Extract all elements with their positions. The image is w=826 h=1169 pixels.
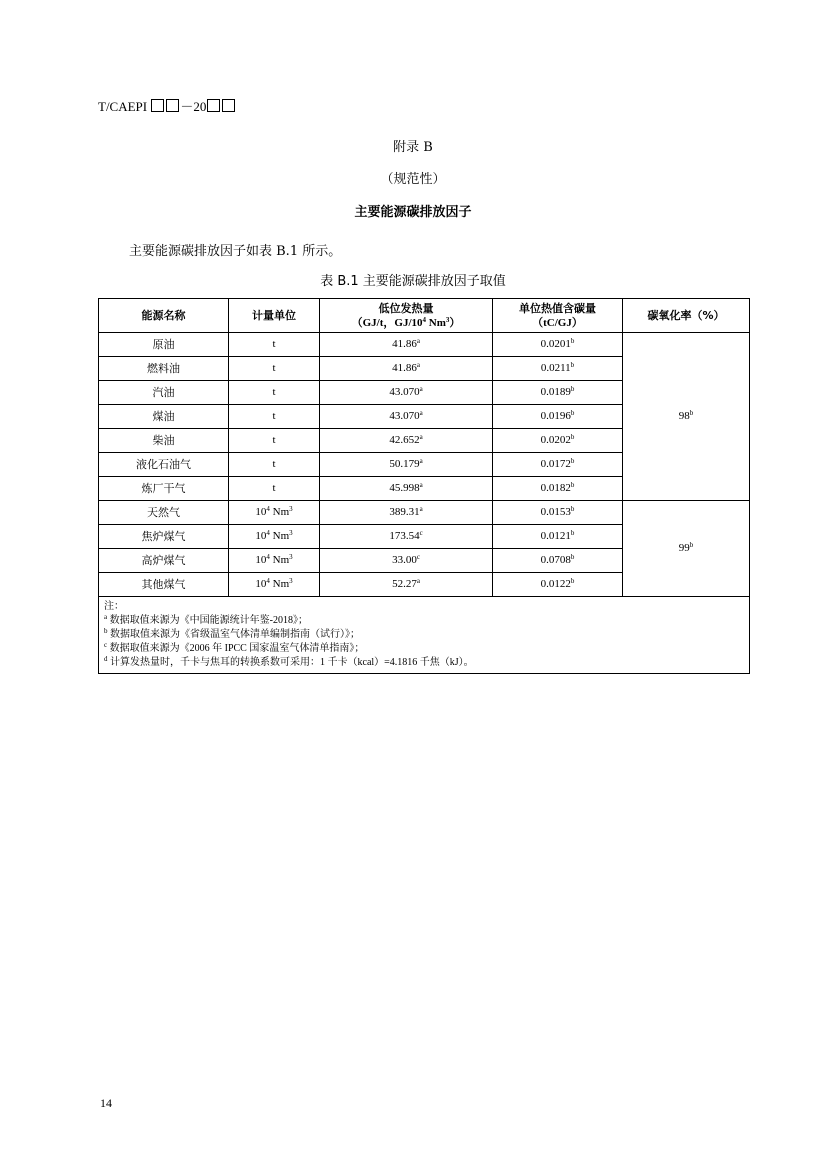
header-calorific-unit: （GJ/t，$GJ/10^4$ Nm$^3$） xyxy=(351,315,461,329)
cell-heat: 43.070$^a$ xyxy=(320,381,493,405)
note-item: $^b$ 数据取值来源为《省级温室气体清单编制指南（试行）》； xyxy=(104,627,360,640)
table-row xyxy=(99,501,750,525)
header-calorific xyxy=(320,299,493,333)
placeholder-box-icon xyxy=(222,99,235,112)
cell-name: 其他煤气 xyxy=(99,573,229,597)
cell-heat: 173.54$^c$ xyxy=(320,525,493,549)
emission-factor-table xyxy=(98,298,750,674)
header-carbon-unit: （tC/GJ） xyxy=(532,316,583,329)
cell-unit: $10^4$ Nm$^3$ xyxy=(229,525,320,549)
cell-heat: 389.31$^a$ xyxy=(320,501,493,525)
intro-paragraph: 主要能源碳排放因子如表 B.1 所示。 xyxy=(129,244,342,259)
cell-name: 燃料油 xyxy=(99,357,229,381)
placeholder-box-icon xyxy=(166,99,179,112)
note-item: $^a$ 数据取值来源为《中国能源统计年鉴-2018》； xyxy=(104,613,308,626)
cell-unit: t xyxy=(229,477,320,501)
cell-unit: t xyxy=(229,333,320,357)
cell-carbon: 0.0201$^b$ xyxy=(493,333,623,357)
cell-heat: 42.652$^a$ xyxy=(320,429,493,453)
table-notes-row xyxy=(99,597,750,674)
cell-unit: t xyxy=(229,357,320,381)
appendix-nature: （规范性） xyxy=(380,172,446,187)
cell-carbon: 0.0182$^b$ xyxy=(493,477,623,501)
cell-carbon: 0.0153$^b$ xyxy=(493,501,623,525)
cell-heat: 45.998$^a$ xyxy=(320,477,493,501)
table-row xyxy=(99,333,750,357)
cell-name: 柴油 xyxy=(99,429,229,453)
cell-carbon: 0.0122$^b$ xyxy=(493,573,623,597)
cell-name: 原油 xyxy=(99,333,229,357)
cell-oxidation-group1: 98$^b$ xyxy=(623,333,750,501)
placeholder-box-icon xyxy=(207,99,220,112)
header-name: 能源名称 xyxy=(99,299,229,333)
cell-unit: $10^4$ Nm$^3$ xyxy=(229,573,320,597)
table-notes xyxy=(99,597,750,674)
placeholder-box-icon xyxy=(151,99,164,112)
note-item: $^d$ 计算发热量时，千卡与焦耳的转换系数可采用：1 千卡（kcal）=4.1816 千焦（kJ）。 xyxy=(104,655,474,668)
cell-heat: 43.070$^a$ xyxy=(320,405,493,429)
appendix-title: 附录 B xyxy=(393,140,433,155)
table-caption: 表 B.1 主要能源碳排放因子取值 xyxy=(320,274,506,289)
cell-heat: 50.179$^a$ xyxy=(320,453,493,477)
cell-heat: 41.86$^a$ xyxy=(320,357,493,381)
cell-carbon: 0.0196$^b$ xyxy=(493,405,623,429)
header-calorific-label: 低位发热量 xyxy=(378,301,434,315)
standard-dash: －20 xyxy=(180,99,207,114)
cell-name: 炼厂干气 xyxy=(99,477,229,501)
header-carbon-label: 单位热值含碳量 xyxy=(519,301,596,315)
cell-unit: $10^4$ Nm$^3$ xyxy=(229,501,320,525)
standard-prefix: T/CAEPI xyxy=(98,99,148,114)
cell-carbon: 0.0189$^b$ xyxy=(493,381,623,405)
cell-name: 汽油 xyxy=(99,381,229,405)
cell-carbon: 0.0172$^b$ xyxy=(493,453,623,477)
cell-carbon: 0.0121$^b$ xyxy=(493,525,623,549)
notes-label: 注： xyxy=(104,601,124,612)
document-header xyxy=(98,96,236,115)
cell-name: 天然气 xyxy=(99,501,229,525)
cell-unit: t xyxy=(229,453,320,477)
cell-heat: 52.27$^a$ xyxy=(320,573,493,597)
cell-name: 高炉煤气 xyxy=(99,549,229,573)
note-item: $^c$ 数据取值来源为《2006 年 IPCC 国家温室气体清单指南》； xyxy=(104,641,365,654)
cell-carbon: 0.0211$^b$ xyxy=(493,357,623,381)
cell-heat: 41.86$^a$ xyxy=(320,333,493,357)
cell-unit: t xyxy=(229,381,320,405)
cell-carbon: 0.0202$^b$ xyxy=(493,429,623,453)
cell-name: 液化石油气 xyxy=(99,453,229,477)
cell-name: 煤油 xyxy=(99,405,229,429)
cell-heat: 33.00$^c$ xyxy=(320,549,493,573)
appendix-heading: 主要能源碳排放因子 xyxy=(354,205,472,220)
cell-unit: $10^4$ Nm$^3$ xyxy=(229,549,320,573)
cell-oxidation-group2: 99$^b$ xyxy=(623,501,750,597)
cell-carbon: 0.0708$^b$ xyxy=(493,549,623,573)
cell-name: 焦炉煤气 xyxy=(99,525,229,549)
cell-unit: t xyxy=(229,405,320,429)
page-number: 14 xyxy=(100,1096,112,1110)
cell-unit: t xyxy=(229,429,320,453)
header-unit: 计量单位 xyxy=(229,299,320,333)
table-header-row xyxy=(99,299,750,333)
header-carbon xyxy=(493,299,623,333)
header-oxidation: 碳氧化率（%） xyxy=(623,299,750,333)
